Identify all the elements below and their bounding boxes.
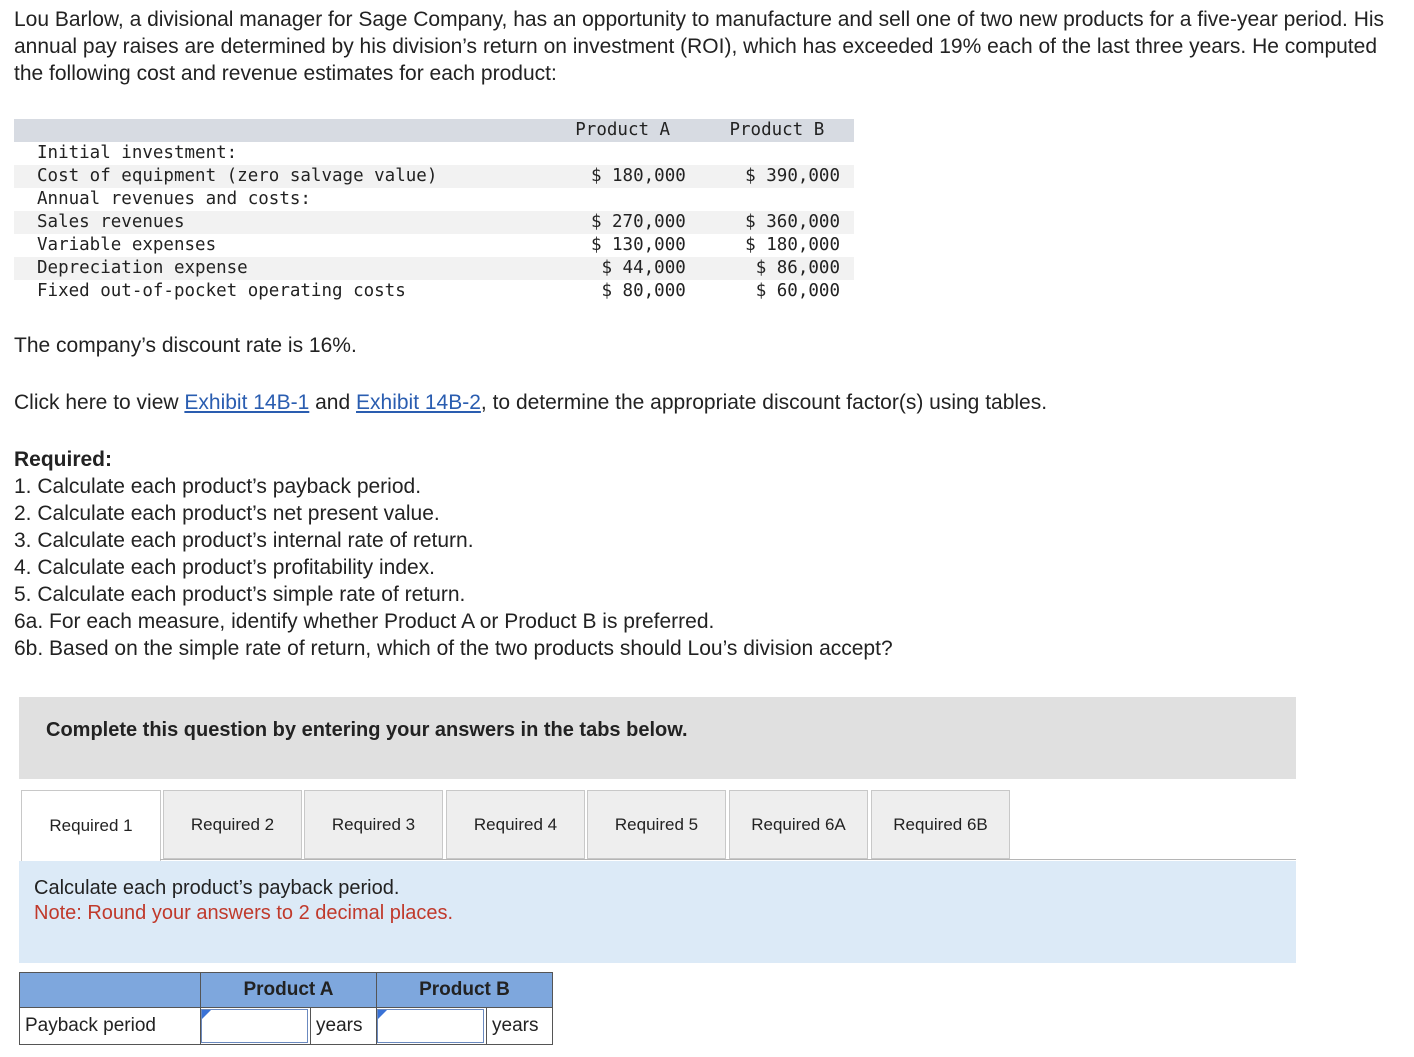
tab-required-1[interactable]: Required 1 [21, 790, 161, 861]
row-value-b: $ 360,000 [700, 211, 854, 234]
answer-row-label: Payback period [20, 1008, 201, 1045]
table-row [14, 234, 854, 257]
table-row [14, 165, 854, 188]
answer-row-payback [20, 1008, 553, 1045]
row-value-b: $ 86,000 [700, 257, 854, 280]
tab-required-4[interactable]: Required 4 [446, 790, 585, 859]
table-header-row [14, 119, 854, 142]
payback-b-cell [377, 1008, 487, 1045]
row-label: Annual revenues and costs: [37, 189, 311, 209]
row-value-a [546, 188, 700, 211]
answer-header-product-a: Product A [201, 973, 377, 1008]
required-item: 6b. Based on the simple rate of return, which of the two products should Lou’s division accept? [14, 637, 893, 660]
exhibit-prefix: Click here to view [14, 391, 185, 414]
tab-required-3[interactable]: Required 3 [304, 790, 443, 859]
answer-header-product-b: Product B [377, 973, 553, 1008]
required-item: 3. Calculate each product’s internal rate of return. [14, 529, 474, 552]
required-tabs [21, 790, 1296, 860]
payback-product-a-input[interactable] [201, 1009, 308, 1043]
tab-required-2[interactable]: Required 2 [163, 790, 302, 859]
row-value-a: $ 130,000 [590, 235, 686, 255]
row-value-b: $ 390,000 [700, 165, 854, 188]
required-item: 4. Calculate each product’s profitability index. [14, 556, 436, 579]
row-value-a: $ 80,000 [601, 281, 686, 301]
exhibit-14b-2-link[interactable]: Exhibit 14B-2 [356, 391, 481, 414]
row-value-b [700, 188, 854, 211]
row-label: Sales revenues [14, 211, 546, 234]
row-value-a: $ 180,000 [546, 165, 700, 188]
required-item: 5. Calculate each product’s simple rate of return. [14, 583, 466, 606]
required-list [14, 446, 893, 662]
input-marker-icon [378, 1010, 387, 1019]
row-value-b [700, 142, 854, 165]
row-value-a: $ 270,000 [546, 211, 700, 234]
table-row [14, 280, 854, 303]
row-value-b: $ 180,000 [745, 235, 840, 255]
instructions-banner [19, 697, 1296, 779]
row-value-a: $ 44,000 [546, 257, 700, 280]
payback-a-cell [201, 1008, 311, 1045]
banner-text: Complete this question by entering your answers in the tabs below. [46, 719, 688, 741]
table-row [14, 211, 854, 234]
required-title: Required: [14, 448, 113, 471]
payback-b-unit: years [487, 1008, 553, 1045]
row-label: Cost of equipment (zero salvage value) [14, 165, 546, 188]
exhibit-middle: and [309, 391, 357, 414]
required-item: 1. Calculate each product’s payback period. [14, 475, 422, 498]
tab-required-6a[interactable]: Required 6A [729, 790, 868, 859]
row-label: Variable expenses [37, 235, 217, 255]
exhibit-14b-1-link[interactable]: Exhibit 14B-1 [184, 391, 310, 414]
row-label: Fixed out-of-pocket operating costs [37, 281, 406, 301]
required-item: 6a. For each measure, identify whether Product A or Product B is preferred. [14, 610, 715, 633]
panel-note: Note: Round your answers to 2 decimal places. [34, 902, 454, 924]
table-header-blank [14, 119, 546, 142]
exhibit-line [14, 389, 1047, 416]
input-marker-icon [202, 1010, 211, 1019]
discount-rate-text: The company’s discount rate is 16%. [14, 334, 357, 357]
row-label: Initial investment: [37, 143, 238, 163]
cost-revenue-table [14, 119, 854, 303]
table-row [14, 142, 854, 165]
answer-table [19, 972, 553, 1045]
table-row [14, 188, 854, 211]
problem-intro: Lou Barlow, a divisional manager for Sage Company, has an opportunity to manufacture and sell one of two new products for a five-year period. His annual pay raises are determined by his division’s return on investment (ROI), which has exceeded 19% each of the last three years. He computed the following cost and revenue estimates for each product: [14, 8, 1385, 85]
required-item: 2. Calculate each product’s net present value. [14, 502, 440, 525]
tab-required-5[interactable]: Required 5 [587, 790, 726, 859]
exhibit-suffix: , to determine the appropriate discount factor(s) using tables. [480, 391, 1048, 414]
panel-instruction: Calculate each product’s payback period. [34, 877, 400, 899]
payback-a-unit: years [311, 1008, 377, 1045]
table-row [14, 257, 854, 280]
payback-product-b-input[interactable] [377, 1009, 484, 1043]
row-label: Depreciation expense [14, 257, 546, 280]
header-product-b: Product B [700, 119, 854, 142]
row-value-a [546, 142, 700, 165]
answer-header-blank [20, 973, 201, 1008]
tab-required-6b[interactable]: Required 6B [871, 790, 1010, 859]
answer-header-row [20, 973, 553, 1008]
tabs-divider [160, 859, 1296, 860]
header-product-a: Product A [546, 119, 700, 142]
row-value-b: $ 60,000 [755, 281, 840, 301]
tab-panel-required-1 [19, 861, 1296, 963]
